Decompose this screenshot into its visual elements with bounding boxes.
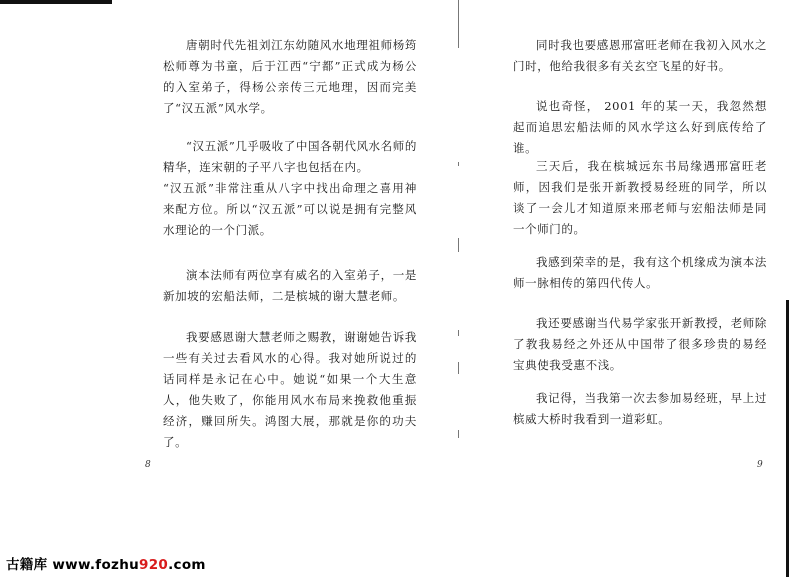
right-paragraph-2: 说也奇怪， 2001 年的某一天，我忽然想起而追思宏船法师的风水学这么好到底传给了谁。 — [513, 99, 767, 155]
right-paragraph-3: 三天后，我在槟城远东书局缘遇邢富旺老师，因我们是张开新教授易经班的同学，所以谈了一会儿才知道原来邢老师与宏船法师是同一个师门的。 — [513, 159, 767, 236]
left-paragraph-1: 唐朝时代先祖刘江东幼随风水地理祖师杨筠松师尊为书童，后于江西“宁都”正式成为杨公的入室弟子，得杨公亲传三元地理，因而完美了“汉五派”风水学。 — [163, 38, 417, 115]
watermark-url-prefix: www.fozhu — [52, 557, 140, 573]
site-watermark[interactable] — [6, 553, 206, 573]
right-page — [459, 0, 793, 577]
left-paragraph-4: 演本法师有两位享有威名的入室弟子，一是新加坡的宏船法师，二是槟城的谢大慧老师。 — [163, 268, 417, 303]
right-paragraph-4: 我感到荣幸的是，我有这个机缘成为演本法师一脉相传的第四代传人。 — [513, 255, 767, 290]
page-number-left: 8 — [145, 460, 151, 470]
page-number-right: 9 — [757, 460, 763, 470]
right-paragraph-5: 我还要感谢当代易学家张开新教授，老师除了教我易经之外还从中国带了很多珍贵的易经宝典使我受惠不浅。 — [513, 316, 767, 372]
left-paragraph-3: “汉五派”非常注重从八字中找出命理之喜用神来配方位。所以“汉五派”可以说是拥有完整风水理论的一个门派。 — [163, 181, 417, 237]
watermark-url-suffix: .com — [168, 557, 206, 573]
watermark-url-number: 920 — [139, 557, 169, 573]
watermark-name: 古籍库 — [6, 557, 48, 573]
right-paragraph-6: 我记得，当我第一次去参加易经班，早上过槟威大桥时我看到一道彩虹。 — [513, 391, 767, 426]
right-paragraph-1: 同时我也要感恩邢富旺老师在我初入风水之门时，他给我很多有关玄空飞星的好书。 — [513, 38, 767, 73]
left-paragraph-5: 我要感恩谢大慧老师之赐教，谢谢她告诉我一些有关过去看风水的心得。我对她所说过的话同样是永记在心中。她说“如果一个大生意人，他失败了，你能用风水布局来挽救他重振经济，赚回所失。鸿图大展，那就是你的功夫了。 — [163, 330, 417, 449]
left-paragraph-2: “汉五派”几乎吸收了中国各朝代风水名师的精华，连宋朝的子平八字也包括在内。 — [163, 139, 417, 174]
